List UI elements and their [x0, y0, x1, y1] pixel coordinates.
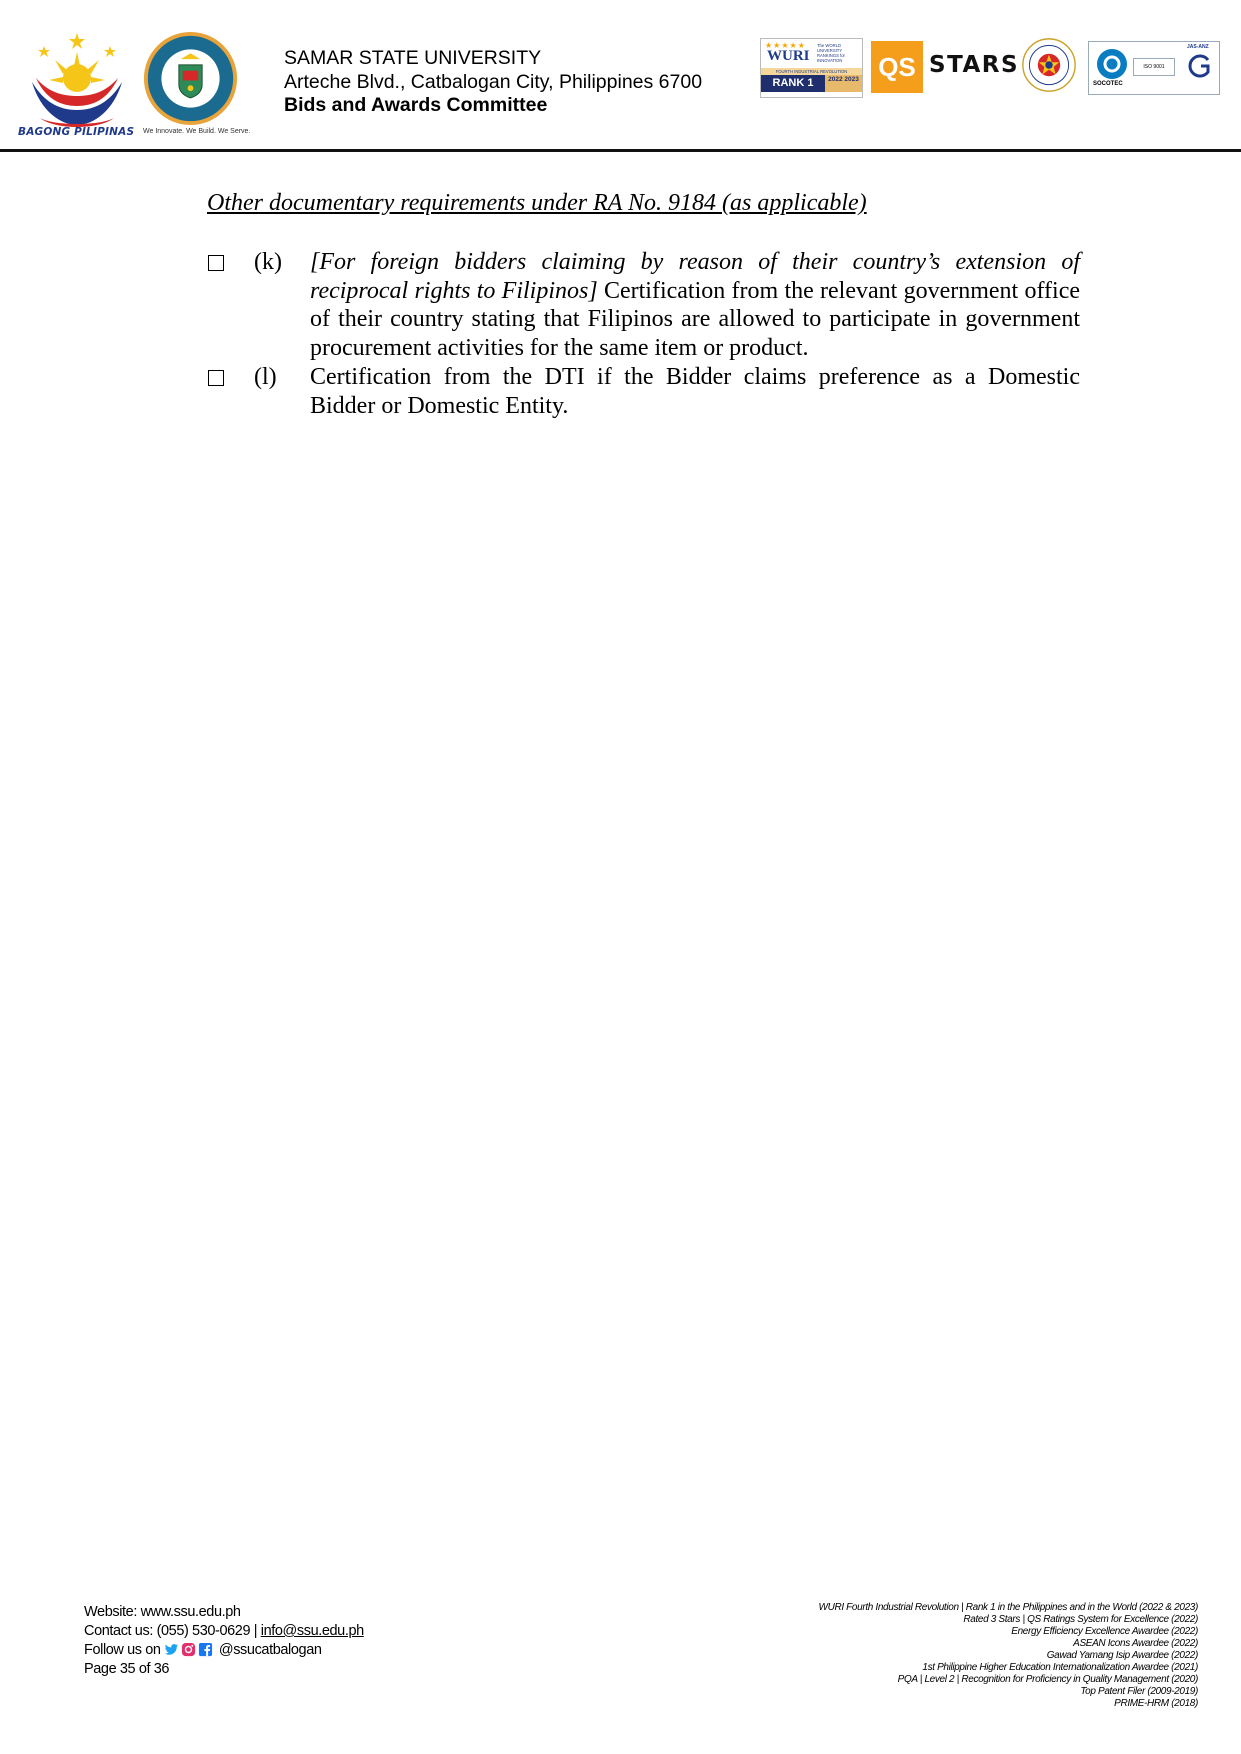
award-line: ASEAN Icons Awardee (2022) — [1073, 1638, 1198, 1649]
university-address: Arteche Blvd., Catbalogan City, Philippines 6700 — [284, 70, 703, 93]
item-body-l: Certification from the DTI if the Bidder claims preference as a Domestic Bidder or Domestic Entity. — [310, 364, 1080, 419]
letterhead-text — [284, 47, 702, 118]
socotec-name: SOCOTEC — [1093, 81, 1123, 87]
wuri-rank: RANK 1 — [761, 75, 825, 92]
award-line: PQA | Level 2 | Recognition for Proficiency in Quality Management (2020) — [897, 1674, 1198, 1685]
socotec-icon — [1095, 47, 1129, 81]
item-text-l — [310, 363, 1080, 420]
office-name: Bids and Awards Committee — [284, 94, 548, 116]
footer-email-link[interactable]: info@ssu.edu.ph — [260, 1623, 364, 1639]
wuri-desc: The WORLD UNIVERSITY RANKINGS for INNOVATION — [817, 43, 845, 63]
university-name: SAMAR STATE UNIVERSITY — [284, 47, 542, 69]
award-line: WURI Fourth Industrial Revolution | Rank 1 in the Philippines and in the World (2022 & 2023) — [818, 1602, 1198, 1613]
jas-anz-label: JAS-ANZ — [1187, 44, 1209, 50]
qs-stars-word: STARS — [929, 52, 1020, 78]
wuri-years: 2022 2023 — [825, 75, 862, 92]
award-line: PRIME-HRM (2018) — [1114, 1698, 1198, 1709]
ssu-tagline: We Innovate. We Build. We Serve. — [143, 128, 251, 135]
item-label-k: (k) — [254, 249, 282, 275]
award-line: Rated 3 Stars | QS Ratings System for Excellence (2022) — [963, 1614, 1198, 1625]
wuri-name: WURI — [767, 48, 810, 64]
ssu-seal-logo — [142, 30, 239, 127]
checkbox-k[interactable] — [208, 255, 224, 271]
item-italic-k: [For foreign bidders claiming by reason of their country’s extension of reciprocal rights to Filipinos] — [310, 249, 1080, 304]
item-body-k: Certification from the relevant government office of their country stating that Filipinos are allowed to participate in government procurement activities for the same item or product. — [310, 277, 1081, 362]
header-divider — [0, 149, 1241, 152]
award-line: Gawad Yamang Isip Awardee (2022) — [1046, 1650, 1198, 1661]
footer-social-handle[interactable]: @ssucatbalogan — [218, 1642, 322, 1658]
twitter-icon[interactable] — [164, 1642, 179, 1657]
footer-website[interactable]: Website: www.ssu.edu.ph — [84, 1604, 241, 1620]
pqa-award-seal — [1021, 37, 1077, 93]
instagram-icon[interactable] — [181, 1642, 196, 1657]
iso-standard: ISO 9001 — [1133, 58, 1175, 76]
footer-social-line — [84, 1641, 364, 1660]
footer-contact — [84, 1603, 364, 1679]
wuri-badge: ★★★★★ WURI The WORLD UNIVERSITY RANKINGS for INNOVATION FOURTH INDUSTRIAL REVOLUTION RANK 1 2022 2023 — [760, 38, 863, 98]
footer-follow-label: Follow us on — [84, 1642, 161, 1658]
section-heading: Other documentary requirements under RA No. 9184 (as applicable) — [207, 190, 867, 216]
item-text-k — [310, 248, 1080, 363]
award-line: 1st Philippine Higher Education Internationalization Awardee (2021) — [922, 1662, 1198, 1673]
award-line: Energy Efficiency Excellence Awardee (2022) — [1011, 1626, 1198, 1637]
footer-phone: Contact us: (055) 530-0629 | — [84, 1623, 261, 1639]
item-label-l: (l) — [254, 364, 277, 390]
award-line: Top Patent Filer (2009-2019) — [1080, 1686, 1198, 1697]
facebook-icon[interactable] — [198, 1642, 213, 1657]
bagong-pilipinas-wordmark: BAGONG PILIPINAS — [18, 126, 135, 138]
page-number: Page 35 of 36 — [84, 1661, 170, 1677]
requirement-item-k — [207, 248, 1080, 363]
footer-contact-line — [84, 1622, 364, 1641]
requirement-item-l — [207, 363, 1080, 423]
bagong-pilipinas-logo — [20, 30, 135, 140]
jas-anz-icon — [1188, 54, 1212, 78]
iso-certification-badge — [1088, 41, 1220, 95]
footer-awards — [598, 1602, 1198, 1710]
checkbox-l[interactable] — [208, 370, 224, 386]
qs-logo: QS — [871, 41, 923, 93]
wuri-category: FOURTH INDUSTRIAL REVOLUTION — [761, 68, 862, 75]
